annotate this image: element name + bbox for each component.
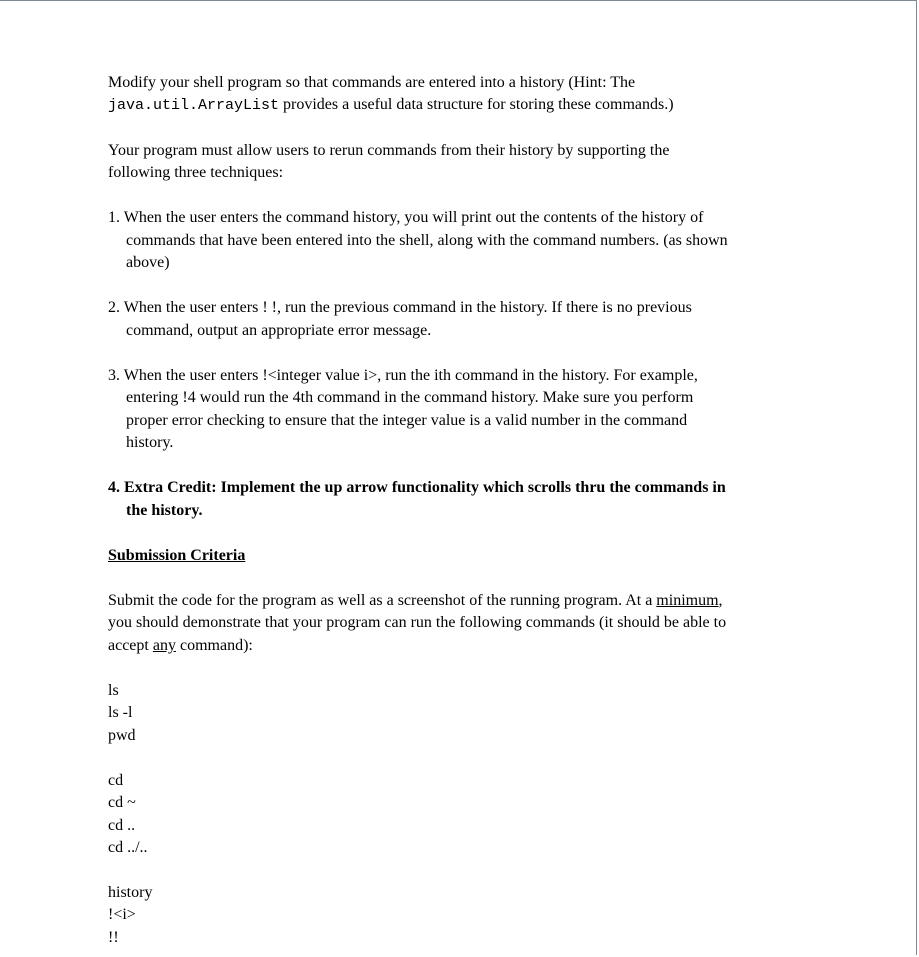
intro-line-2-rest: provides a useful data structure for storing these commands.) bbox=[279, 96, 674, 113]
submission-line-2: you should demonstrate that your program can run the following commands (it should be able to bbox=[108, 614, 727, 631]
command-item: history bbox=[108, 884, 153, 901]
techniques-intro-line-1: Your program must allow users to rerun commands from their history by supporting the bbox=[108, 142, 670, 159]
intro-line-1: Modify your shell program so that commands are entered into a history (Hint: The bbox=[108, 74, 636, 91]
item-2-line-2: command, output an appropriate error message. bbox=[126, 322, 432, 339]
command-item: pwd bbox=[108, 727, 136, 744]
item-2-line-1: 2. When the user enters ! !, run the previous command in the history. If there is no previous bbox=[108, 299, 692, 316]
submission-heading: Submission Criteria bbox=[108, 547, 246, 564]
command-item: !! bbox=[108, 929, 119, 946]
item-3-line-2: entering !4 would run the 4th command in the command history. Make sure you perform bbox=[126, 389, 694, 406]
item-3-line-3: proper error checking to ensure that the integer value is a valid number in the command bbox=[126, 412, 688, 429]
item-3-line-1: 3. When the user enters !<integer value i>, run the ith command in the history. For example, bbox=[108, 367, 698, 384]
item-4-line-1: 4. Extra Credit: Implement the up arrow functionality which scrolls thru the commands in bbox=[108, 479, 726, 496]
techniques-intro-line-2: following three techniques: bbox=[108, 164, 284, 181]
submission-line-3-end: command): bbox=[175, 637, 253, 654]
submission-minimum: minimum bbox=[656, 592, 719, 609]
command-item: ls bbox=[108, 682, 119, 699]
command-item: cd ~ bbox=[108, 794, 136, 811]
intro-line-2 bbox=[108, 94, 674, 117]
command-item: cd ../.. bbox=[108, 839, 148, 856]
item-1-line-3: above) bbox=[126, 254, 170, 271]
item-1-line-2: commands that have been entered into the shell, along with the command numbers. (as shown bbox=[126, 232, 728, 249]
command-item: ls -l bbox=[108, 704, 133, 721]
submission-line-3 bbox=[108, 635, 253, 657]
intro-code: java.util.ArrayList bbox=[108, 97, 280, 114]
submission-line-1-text: Submit the code for the program as well as a screenshot of the running program. At a bbox=[108, 592, 657, 609]
submission-line-1 bbox=[108, 590, 723, 612]
submission-line-1-end: , bbox=[718, 592, 723, 609]
command-item: !<i> bbox=[108, 906, 136, 923]
item-4-line-2: the history. bbox=[126, 502, 203, 519]
command-item: cd .. bbox=[108, 817, 136, 834]
submission-line-3-text: accept bbox=[108, 637, 153, 654]
submission-any: any bbox=[152, 637, 176, 654]
item-1-line-1: 1. When the user enters the command history, you will print out the contents of the history of bbox=[108, 209, 704, 226]
command-item: cd bbox=[108, 772, 124, 789]
item-3-line-4: history. bbox=[126, 434, 174, 451]
